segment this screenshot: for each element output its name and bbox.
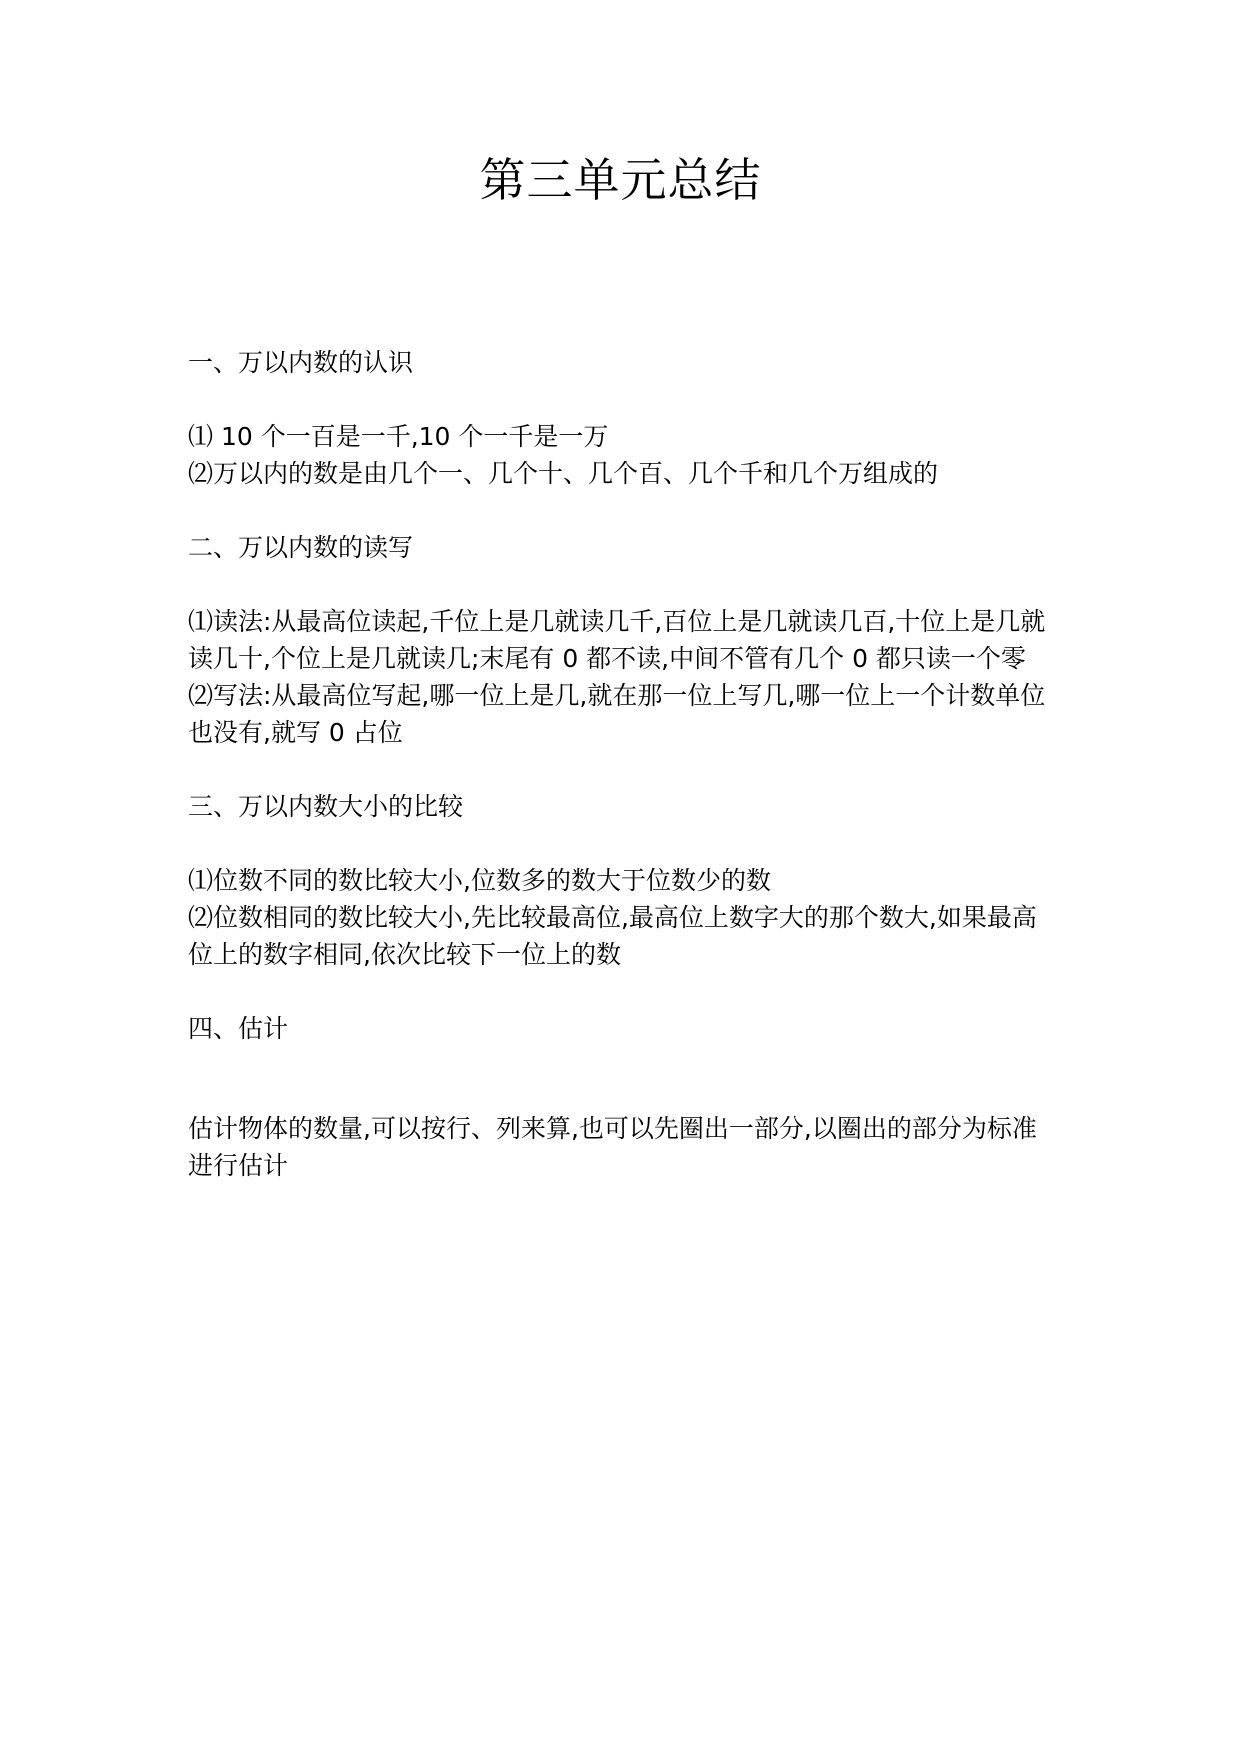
document-body	[188, 344, 1048, 1184]
section-1	[188, 344, 1048, 492]
section-item: ⑵万以内的数是由几个一、几个十、几个百、几个千和几个万组成的	[188, 459, 939, 488]
section-heading: 四、估计	[188, 1014, 289, 1043]
section-item: ⑴位数不同的数比较大小,位数多的数大于位数少的数	[188, 866, 771, 895]
section-item: ⑴读法:从最高位读起,千位上是几就读几千,百位上是几就读几百,十位上是几就读几十,个位上是几就读几;末尾有 0 都不读,中间不管有几个 0 都只读一个零	[188, 607, 1046, 673]
section-heading: 三、万以内数大小的比较	[188, 792, 464, 821]
section-item: 估计物体的数量,可以按行、列来算,也可以先圈出一部分,以圈出的部分为标准进行估计	[188, 1114, 1037, 1180]
page-title: 第三单元总结	[479, 153, 762, 207]
section-heading: 一、万以内数的认识	[188, 348, 414, 377]
section-item: ⑴ 10 个一百是一千,10 个一千是一万	[188, 422, 609, 451]
section-heading: 二、万以内数的读写	[188, 533, 414, 562]
section-4	[188, 1010, 1048, 1184]
section-item: ⑵写法:从最高位写起,哪一位上是几,就在那一位上写几,哪一位上一个计数单位也没有,就写 0 占位	[188, 681, 1046, 747]
section-3	[188, 788, 1048, 973]
section-2	[188, 529, 1048, 751]
section-item: ⑵位数相同的数比较大小,先比较最高位,最高位上数字大的那个数大,如果最高位上的数字相同,依次比较下一位上的数	[188, 903, 1037, 969]
